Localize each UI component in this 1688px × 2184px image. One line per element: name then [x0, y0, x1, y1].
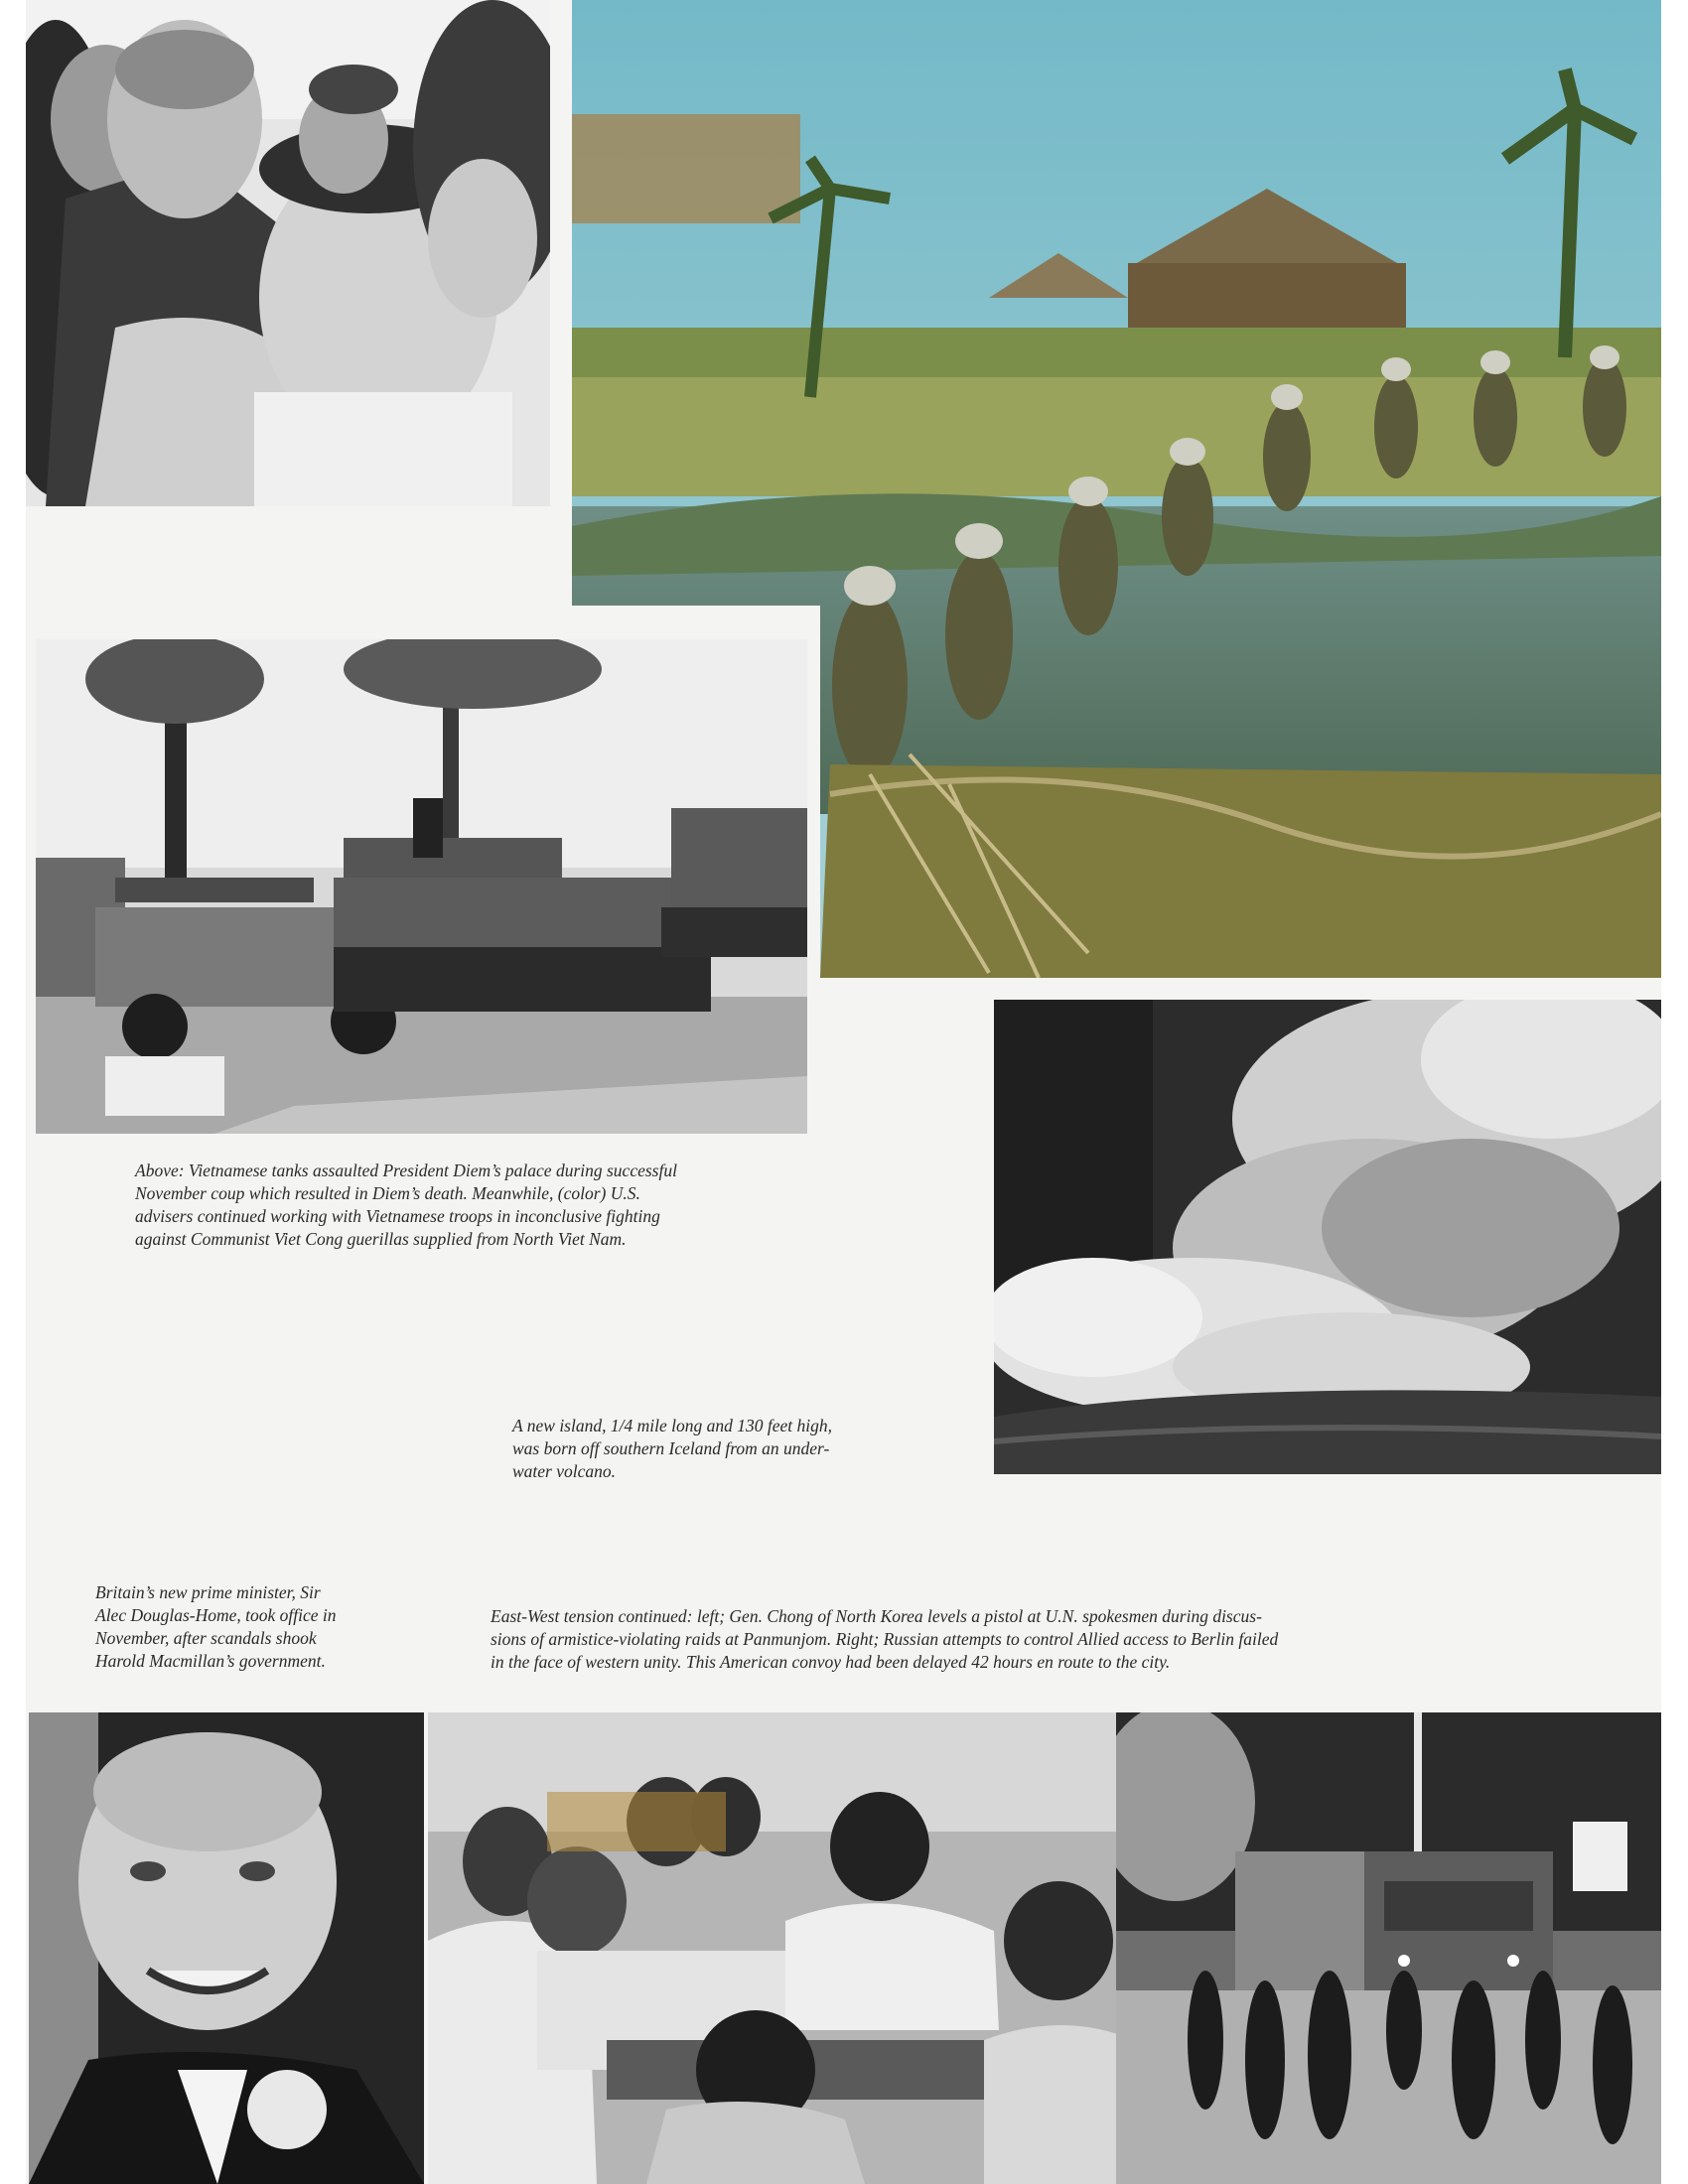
photo-volcano-island: [994, 1000, 1661, 1474]
caption-britain: Britain’s new prime minister, Sir Alec Douglas-Home, took office in November, after scandals shook Harold Macmillan’s government.: [95, 1582, 337, 1671]
magazine-page: [26, 0, 1661, 2184]
caption-east-west: East-West tension continued: left; Gen. Chong of North Korea levels a pistol at U.N. spokesmen during discus- sions of armistice-violating raids at Panmunjom. Right; Russian attempts to control Allied access to Berlin failed in the face of western unity. This American convoy had been delayed 42 hours en route to the city.: [491, 1606, 1279, 1672]
caption-coup: Above: Vietnamese tanks assaulted President Diem’s palace during successful November coup which resulted in Diem’s death. Meanwhile, (color) U.S. advisers continued working with Vietnamese troops in inconclusive fighting against Communist Viet Cong guerillas supplied from North Viet Nam.: [135, 1160, 677, 1249]
photo-panmunjom-meeting: [428, 1712, 1133, 2184]
caption-island: A new island, 1/4 mile long and 130 feet high, was born off southern Iceland from an under- water volcano.: [512, 1416, 832, 1481]
photo-berlin-convoy: [1116, 1712, 1661, 2184]
photo-crowd-officials: [26, 0, 550, 506]
photo-tanks-palace: [36, 639, 807, 1134]
photo-prime-minister: [29, 1712, 424, 2184]
